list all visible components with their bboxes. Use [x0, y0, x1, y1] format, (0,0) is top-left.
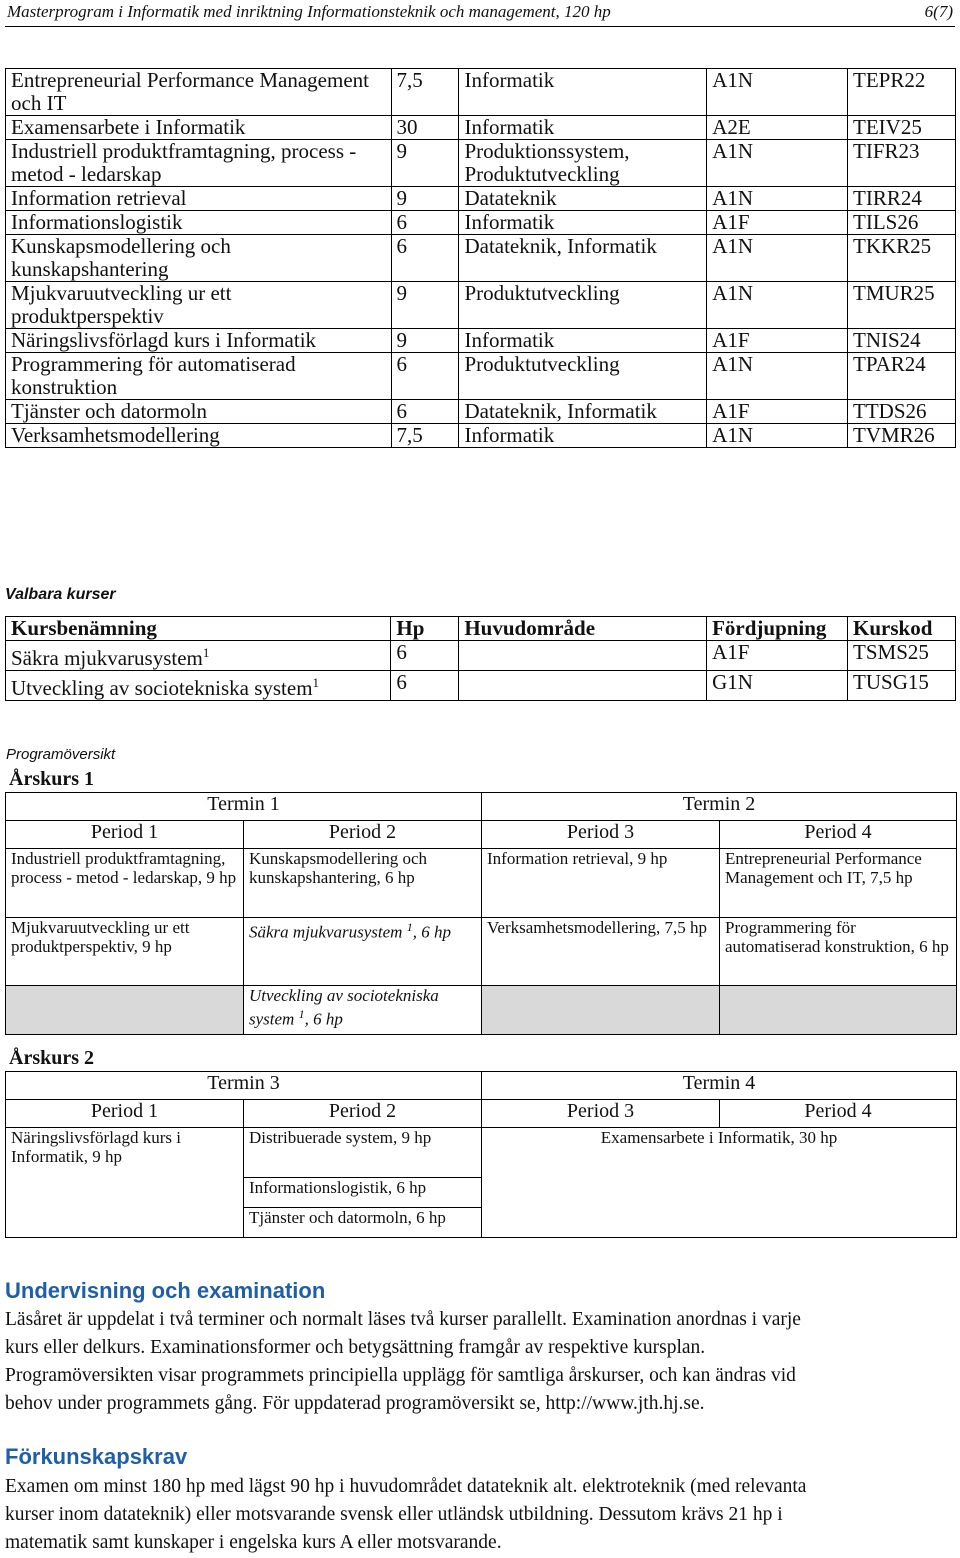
course-code: TIRR24	[848, 187, 956, 211]
course-code: TPAR24	[848, 353, 956, 400]
course-depth: A1F	[707, 400, 848, 424]
year1-label: Årskurs 1	[9, 768, 95, 790]
course-credits: 7,5	[391, 424, 459, 448]
schedule-cell: Säkra mjukvarusystem $^1$, 6 hp	[244, 918, 482, 986]
header-main-area: Huvudområde	[459, 617, 707, 641]
course-name: Näringslivsförlagd kurs i Informatik	[6, 329, 392, 353]
course-credits: 6	[391, 671, 459, 701]
year1-schedule	[5, 792, 957, 1035]
course-depth: A1N	[707, 69, 848, 116]
course-main-area: Produktionssystem, Produktutveckling	[459, 140, 707, 187]
course-main-area: Datateknik	[459, 187, 707, 211]
course-row	[6, 211, 956, 235]
course-code: TNIS24	[848, 329, 956, 353]
course-main-area: Informatik	[459, 424, 707, 448]
course-main-area: Datateknik, Informatik	[459, 235, 707, 282]
course-credits: 30	[391, 116, 459, 140]
course-main-area	[459, 671, 707, 701]
course-code: TMUR25	[848, 282, 956, 329]
course-credits: 6	[391, 641, 459, 671]
course-depth: A1F	[707, 211, 848, 235]
course-depth: A1N	[707, 235, 848, 282]
optional-row	[6, 641, 956, 671]
text-line: Examen om minst 180 hp med lägst 90 hp i huvudområdet datateknik alt. elektroteknik (med relevanta	[5, 1476, 807, 1497]
course-credits: 9	[391, 187, 459, 211]
course-code: TIFR23	[848, 140, 956, 187]
course-credits: 7,5	[391, 69, 459, 116]
course-row	[6, 282, 956, 329]
term-3: Termin 3	[6, 1072, 482, 1100]
empty-cell	[6, 986, 244, 1035]
course-code: TSMS25	[848, 641, 956, 671]
period-2: Period 2	[244, 1100, 482, 1128]
text-line: Läsåret är uppdelat i två terminer och normalt läses två kurser parallellt. Examination anordnas i varje	[5, 1309, 801, 1330]
period-3: Period 3	[482, 1100, 720, 1128]
period-2: Period 2	[244, 821, 482, 849]
schedule-cell: Tjänster och datormoln, 6 hp	[244, 1208, 482, 1238]
course-credits: 9	[391, 282, 459, 329]
course-code: TILS26	[848, 211, 956, 235]
course-depth: A2E	[707, 116, 848, 140]
period-row	[6, 821, 957, 849]
optional-header-row	[6, 617, 956, 641]
schedule-cell: Utveckling av sociotekniska system $^1$, 6 hp	[244, 986, 482, 1035]
text-line: behov under programmets gång. För uppdaterad programöversikt se, http://www.jth.hj.se.	[5, 1393, 705, 1414]
schedule-row	[6, 918, 957, 986]
schedule-cell: Entrepreneurial Performance Management och IT, 7,5 hp	[720, 849, 957, 918]
course-name: Utveckling av sociotekniska system$^1$	[6, 671, 391, 701]
course-row	[6, 235, 956, 282]
course-depth: A1N	[707, 424, 848, 448]
course-name: Examensarbete i Informatik	[6, 116, 392, 140]
term-2: Termin 2	[482, 793, 957, 821]
schedule-cell: Mjukvaruutveckling ur ett produktperspektiv, 9 hp	[6, 918, 244, 986]
term-row	[6, 1072, 957, 1100]
period-3: Period 3	[482, 821, 720, 849]
header-credits: Hp	[391, 617, 459, 641]
course-depth: G1N	[707, 671, 848, 701]
course-name: Kunskapsmodellering och kunskapshantering	[6, 235, 392, 282]
prerequisites-text	[5, 1473, 950, 1557]
empty-cell	[482, 986, 720, 1035]
schedule-cell: Industriell produktframtagning, process - metod - ledarskap, 9 hp	[6, 849, 244, 918]
course-main-area	[459, 641, 707, 671]
course-main-area: Datateknik, Informatik	[459, 400, 707, 424]
course-row	[6, 116, 956, 140]
prerequisites-heading: Förkunskapskrav	[5, 1444, 188, 1469]
course-depth: A1F	[707, 329, 848, 353]
text-line: matematik samt kunskaper i engelska kurs A eller motsvarande.	[5, 1532, 502, 1553]
course-row	[6, 140, 956, 187]
course-name: Industriell produktframtagning, process - metod - ledarskap	[6, 140, 392, 187]
schedule-cell: Distribuerade system, 9 hp	[244, 1128, 482, 1178]
optional-courses-table	[5, 616, 956, 701]
course-main-area: Informatik	[459, 69, 707, 116]
year2-label: Årskurs 2	[9, 1047, 95, 1069]
teaching-text	[5, 1306, 950, 1418]
teaching-heading: Undervisning och examination	[5, 1278, 326, 1303]
course-name: Mjukvaruutveckling ur ett produktperspektiv	[6, 282, 392, 329]
course-row	[6, 329, 956, 353]
course-credits: 6	[391, 353, 459, 400]
course-depth: A1N	[707, 353, 848, 400]
text-line: kurser inom datateknik) eller motsvarande svensk eller utländsk utbildning. Dessutom krävs 21 hp i	[5, 1504, 783, 1525]
course-main-area: Produktutveckling	[459, 353, 707, 400]
course-credits: 9	[391, 329, 459, 353]
term-4: Termin 4	[482, 1072, 957, 1100]
course-name: Programmering för automatiserad konstruktion	[6, 353, 392, 400]
course-credits: 6	[391, 400, 459, 424]
course-name: Tjänster och datormoln	[6, 400, 392, 424]
course-code: TTDS26	[848, 400, 956, 424]
period-4: Period 4	[720, 821, 957, 849]
course-code: TKKR25	[848, 235, 956, 282]
course-name: Entrepreneurial Performance Management och IT	[6, 69, 392, 116]
course-depth: A1N	[707, 140, 848, 187]
course-code: TEPR22	[848, 69, 956, 116]
header-course-name: Kursbenämning	[6, 617, 391, 641]
schedule-row	[6, 1128, 957, 1178]
period-1: Period 1	[6, 821, 244, 849]
schedule-cell: Informationslogistik, 6 hp	[244, 1178, 482, 1208]
header-depth: Fördjupning	[707, 617, 848, 641]
course-row	[6, 424, 956, 448]
course-row	[6, 187, 956, 211]
schedule-cell: Näringslivsförlagd kurs i Informatik, 9 hp	[6, 1128, 244, 1238]
schedule-cell: Examensarbete i Informatik, 30 hp	[482, 1128, 957, 1238]
text-line: Programöversikten visar programmets principiella upplägg för samtliga årskurser, och kan ändras vid	[5, 1365, 796, 1386]
text-line: kurs eller delkurs. Examinationsformer och betygsättning framgår av respektive kursplan.	[5, 1337, 706, 1358]
course-depth: A1N	[707, 187, 848, 211]
schedule-row	[6, 849, 957, 918]
period-1: Period 1	[6, 1100, 244, 1128]
period-row	[6, 1100, 957, 1128]
course-depth: A1N	[707, 282, 848, 329]
schedule-cell: Verksamhetsmodellering, 7,5 hp	[482, 918, 720, 986]
course-main-area: Informatik	[459, 116, 707, 140]
course-row	[6, 69, 956, 116]
optional-courses-label: Valbara kurser	[5, 586, 116, 603]
course-main-area: Informatik	[459, 329, 707, 353]
period-4: Period 4	[720, 1100, 957, 1128]
schedule-cell: Programmering för automatiserad konstruktion, 6 hp	[720, 918, 957, 986]
course-row	[6, 353, 956, 400]
schedule-cell: Kunskapsmodellering och kunskapshantering, 6 hp	[244, 849, 482, 918]
course-name: Verksamhetsmodellering	[6, 424, 392, 448]
course-code: TUSG15	[848, 671, 956, 701]
course-name: Informationslogistik	[6, 211, 392, 235]
program-overview-label: Programöversikt	[6, 746, 116, 763]
term-1: Termin 1	[6, 793, 482, 821]
page-header	[5, 0, 955, 27]
courses-table	[5, 68, 956, 448]
page-number: 6(7)	[924, 2, 953, 21]
term-row	[6, 793, 957, 821]
schedule-row	[6, 986, 957, 1035]
optional-row	[6, 671, 956, 701]
course-code: TEIV25	[848, 116, 956, 140]
header-course-code: Kurskod	[848, 617, 956, 641]
schedule-cell: Information retrieval, 9 hp	[482, 849, 720, 918]
course-credits: 6	[391, 211, 459, 235]
course-main-area: Produktutveckling	[459, 282, 707, 329]
course-depth: A1F	[707, 641, 848, 671]
course-row	[6, 400, 956, 424]
course-main-area: Informatik	[459, 211, 707, 235]
year2-schedule	[5, 1071, 957, 1238]
course-credits: 6	[391, 235, 459, 282]
empty-cell	[720, 986, 957, 1035]
document-title: Masterprogram i Informatik med inriktning Informationsteknik och management, 120 hp	[7, 2, 611, 21]
course-name: Information retrieval	[6, 187, 392, 211]
course-code: TVMR26	[848, 424, 956, 448]
course-name: Säkra mjukvarusystem$^1$	[6, 641, 391, 671]
course-credits: 9	[391, 140, 459, 187]
